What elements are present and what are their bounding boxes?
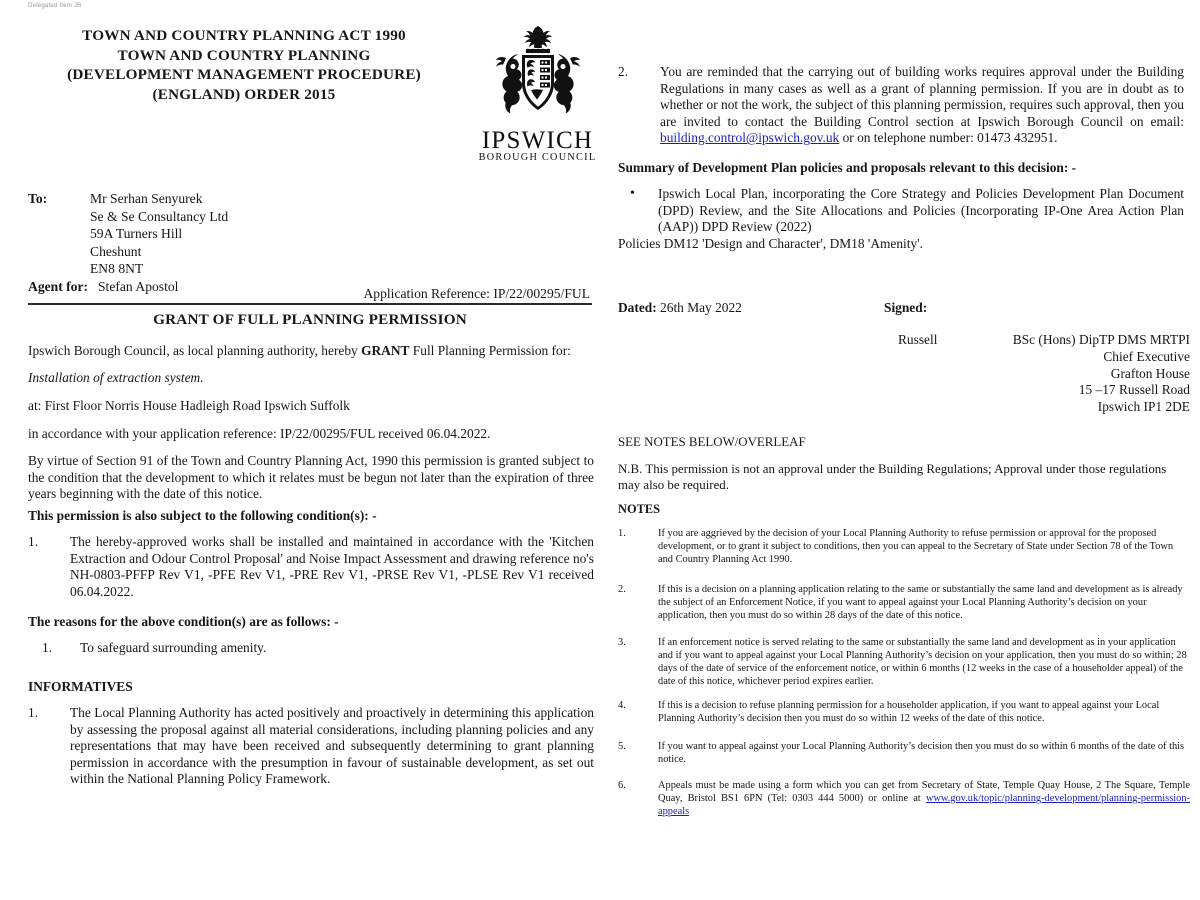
see-notes-line: SEE NOTES BELOW/OVERLEAF <box>618 435 806 449</box>
condition-item <box>28 534 594 600</box>
note-text: If an enforcement notice is served relating to the same or substantially the same land and development as in your application and if you want to appeal against your Local Planning Authority’s decision on your application, then you must do so within; 28 days of the date of service of the enforcement notice, or within 6 months (12 weeks in the case of a householder appeal) of the date of this notice, whichever period expires earlier. <box>658 637 1187 688</box>
building-control-email-link[interactable]: building.control@ipswich.gov.uk <box>660 130 840 146</box>
masthead <box>20 26 600 176</box>
accordance-line: in accordance with your application reference: IP/22/00295/FUL received 06.04.2022. <box>28 426 491 441</box>
addressee-to-row <box>28 190 588 208</box>
note-number: 4. <box>618 700 626 711</box>
note-number: 1. <box>618 528 626 539</box>
reason-number: 1. <box>42 640 53 655</box>
act-title-line-4: (ENGLAND) ORDER 2015 <box>152 85 336 103</box>
council-address-line: Grafton House <box>1110 365 1190 381</box>
reasons-heading: The reasons for the above condition(s) are as follows: - <box>28 614 339 629</box>
informative-item-2 <box>618 64 1184 147</box>
agent-name: Stefan Apostol <box>98 278 179 294</box>
dated-label: Dated: <box>618 300 657 315</box>
policy-summary-heading: Summary of Development Plan policies and proposals relevant to this decision: - <box>618 160 1077 175</box>
reason-text: To safeguard surrounding amenity. <box>80 640 267 655</box>
council-address-line: 15 –17 Russell Road <box>1078 382 1190 398</box>
policies-line: Policies DM12 'Design and Character', DM18 'Amenity'. <box>618 236 923 251</box>
council-address-line: Ipswich IP1 2DE <box>1097 399 1190 415</box>
act-title-line-1: TOWN AND COUNTRY PLANNING ACT 1990 <box>82 27 406 44</box>
signatory-name: Russell <box>898 332 938 347</box>
addressee-line: Se & Se Consultancy Ltd <box>90 208 229 224</box>
logo-subtitle: BOROUGH COUNCIL <box>478 152 597 163</box>
signatory-job-title: Chief Executive <box>1103 348 1190 364</box>
condition-text: The hereby-approved works shall be installed and maintained in accordance with the 'Kitchen Extraction and Odour Control Proposal' and Noise Impact Assessment and drawing reference no's NH-0803-PFFP Rev V1, -PFE Rev V1, -PRE Rev V1, -PRSE Rev V1, -PLSE Rev V1 received 06.04.2022. <box>70 534 594 599</box>
reason-item <box>28 640 594 657</box>
coat-of-arms-icon <box>475 24 600 130</box>
appeals-url-link[interactable]: www.gov.uk/topic/planning-development/planning-permission-appeals <box>658 793 1190 818</box>
informative-text-after: or on telephone number: 01473 432951. <box>839 130 1058 146</box>
notes-heading: NOTES <box>618 502 661 516</box>
note-item <box>618 583 1190 622</box>
informative-text-before: You are reminded that the carrying out of building works requires approval under the Building Regulations in many cases as well as a grant of planning permission. If you are in doubt as to whether or not the work, the subject of this planning permission, requires such approval, then you are invited to contact the Building Control section at Ipswich Borough Council on email: <box>660 64 1184 129</box>
act-title <box>34 26 454 104</box>
grant-keyword: GRANT <box>361 343 410 358</box>
informatives-heading: INFORMATIVES <box>28 679 133 694</box>
ipswich-borough-council-logo <box>475 24 600 163</box>
dated-value: 26th May 2022 <box>660 300 742 315</box>
signatory-qualifications: BSc (Hons) DipTP DMS MRTPI <box>1012 332 1190 347</box>
section-91-paragraph: By virtue of Section 91 of the Town and Country Planning Act, 1990 this permission is granted subject to the condition that the development to which it relates must be begun not later than the expiration of three years beginning with the date of this notice. <box>28 453 594 502</box>
act-title-line-2: TOWN AND COUNTRY PLANNING <box>117 46 371 64</box>
to-label: To: <box>28 191 48 206</box>
dated-row <box>618 300 742 317</box>
proposal-description: Installation of extraction system. <box>28 370 204 385</box>
note-text: If you want to appeal against your Local Planning Authority’s decision then you must do so within 6 months of the date of this notice. <box>658 741 1185 766</box>
grant-intro-after: Full Planning Permission for: <box>409 343 571 358</box>
delegated-item-stamp: Delegated Item JB <box>28 2 82 9</box>
page-title: GRANT OF FULL PLANNING PERMISSION <box>153 311 467 328</box>
note-text: If this is a decision to refuse planning permission for a householder application, if you want to appeal against your Local Planning Authority’s decision then you must do so within 12 weeks of the date of this notice. <box>658 700 1160 725</box>
signed-label: Signed: <box>884 300 928 315</box>
policy-bullet-text: Ipswich Local Plan, incorporating the Core Strategy and Policies Development Plan Document (DPD) Review, and the Site Allocations and Policies (Incorporating IP-One Area Action Plan (AAP)) DPD Review (2022) <box>658 186 1184 235</box>
informative-item <box>28 705 594 788</box>
addressee-block <box>28 190 588 296</box>
note-number: 2. <box>618 584 626 595</box>
act-title-line-3: (DEVELOPMENT MANAGEMENT PROCEDURE) <box>67 66 421 83</box>
signatory-details <box>1013 332 1190 416</box>
addressee-line: Cheshunt <box>90 243 142 259</box>
informative-number: 1. <box>28 705 39 720</box>
note-item <box>618 740 1190 766</box>
right-column <box>610 0 1190 900</box>
note-number: 5. <box>618 741 626 752</box>
left-column <box>20 0 600 900</box>
bullet-icon: • <box>630 186 635 201</box>
header-divider <box>28 303 592 305</box>
note-item <box>618 527 1190 566</box>
condition-number: 1. <box>28 534 39 549</box>
note-number: 6. <box>618 780 626 791</box>
note-text-before: Appeals must be made using a form which you can get from Secretary of State, Temple Quay House, 2 The Square, Temple Quay, Bristol BS1 6PN (Tel: 0303 444 5000) or online at <box>658 780 1190 805</box>
note-item <box>618 779 1190 818</box>
addressee-line: 59A Turners Hill <box>90 226 183 242</box>
application-reference: Application Reference: IP/22/00295/FUL <box>363 286 590 301</box>
conditions-heading: This permission is also subject to the following condition(s): - <box>28 508 377 523</box>
informative-text <box>660 64 1184 147</box>
agent-label: Agent for: <box>28 278 89 294</box>
nb-paragraph: N.B. This permission is not an approval under the Building Regulations; Approval under those regulations may also be required. <box>618 462 1167 493</box>
note-text: If this is a decision on a planning application relating to the same or substantially the same land and development as is already the subject of an Enforcement Notice, if you want to appeal against your Local Planning Authority’s decision on your application, then you must do so within 28 days of the date of this notice. <box>658 584 1183 622</box>
note-text <box>658 779 1190 818</box>
note-number: 3. <box>618 637 626 648</box>
informative-text: The Local Planning Authority has acted positively and proactively in determining this application by assessing the proposal against all material considerations, including planning policies and any representations that may have been received and subsequently determining to grant planning permission in accordance with the presumption in favour of sustainable development, as set out within the National Planning Policy Framework. <box>70 705 594 787</box>
signature-block <box>618 300 1190 415</box>
note-text: If you are aggrieved by the decision of your Local Planning Authority to refuse permission or approval for the proposed development, or to grant it subject to conditions, then you can appeal to the Secretary of State under Section 78 of the Town and Country Planning Act 1990. <box>658 528 1174 566</box>
note-item <box>618 636 1190 688</box>
site-address: at: First Floor Norris House Hadleigh Road Ipswich Suffolk <box>28 398 350 413</box>
grant-intro <box>28 343 594 360</box>
logo-wordmark: IPSWICH <box>481 127 594 154</box>
grant-intro-before: Ipswich Borough Council, as local planning authority, hereby <box>28 343 362 358</box>
note-item <box>618 699 1190 725</box>
addressee-line: EN8 8NT <box>90 261 144 277</box>
policy-bullet-item <box>618 186 1184 236</box>
informative-number: 2. <box>618 64 629 79</box>
addressee-name: Mr Serhan Senyurek <box>90 191 203 206</box>
